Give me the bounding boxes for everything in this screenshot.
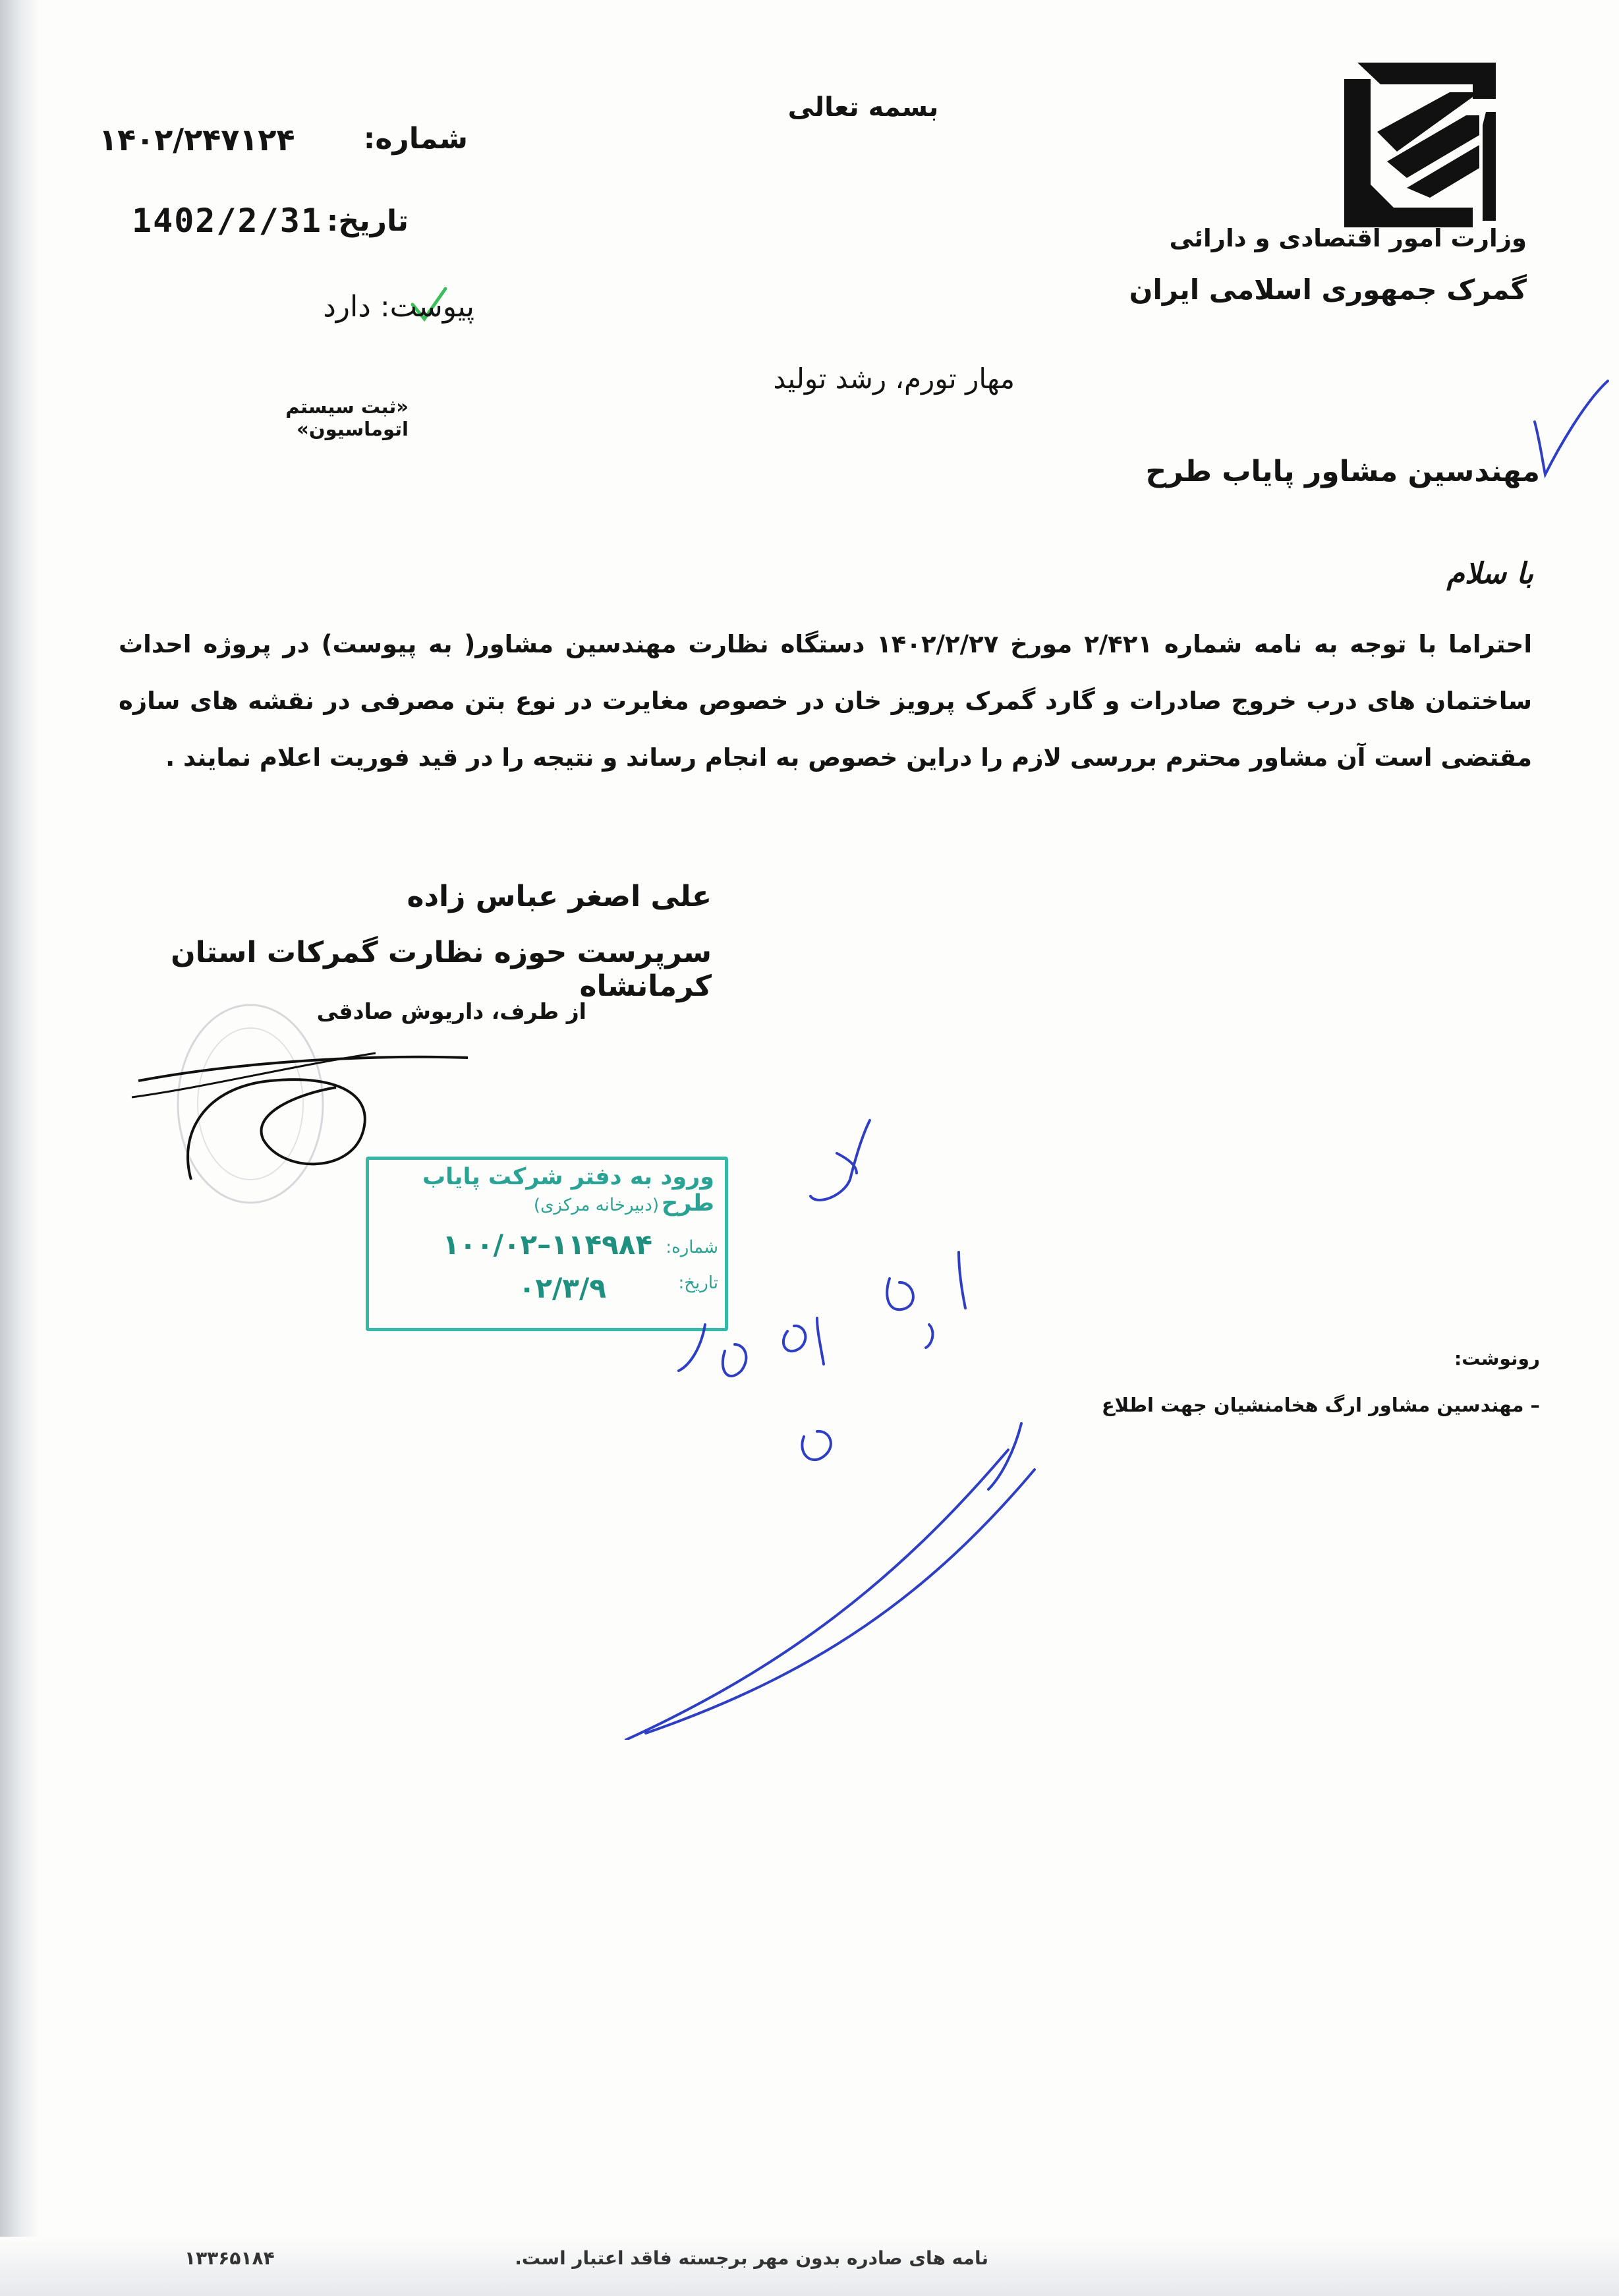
- salutation: با سلام: [1446, 557, 1533, 590]
- date-value: 1402/2/31: [132, 202, 322, 240]
- stamp-title: ورود به دفتر شرکت پایاب طرح: [422, 1164, 714, 1217]
- basmala: بسمه تعالی: [787, 92, 939, 123]
- scan-edge: [0, 0, 40, 2296]
- stamp-number-value: ۱۰۰/۰۲–۱۱۴۹۸۴: [442, 1228, 652, 1261]
- footer-phone: ۱۳۳۶۵۱۸۴: [185, 2247, 275, 2269]
- recipient: مهندسین مشاور پایاب طرح: [1145, 455, 1540, 488]
- signer-name: علی اصغر عباس زاده: [407, 880, 712, 913]
- year-slogan: مهار تورم، رشد تولید: [773, 362, 1015, 395]
- stamp-subtitle: (دبیرخانه مرکزی): [533, 1195, 659, 1215]
- number-label: شماره:: [363, 122, 468, 156]
- date-label: تاریخ:: [326, 204, 409, 238]
- number-value: ۱۴۰۲/۲۴۷۱۲۴: [99, 122, 295, 158]
- cc-label: رونوشت:: [1454, 1348, 1540, 1369]
- automation-registration-note: «ثبت سیستم اتوماسیون»: [285, 395, 409, 440]
- letter-date: [132, 204, 409, 257]
- stamp-date-label: تاریخ:: [678, 1273, 718, 1293]
- letter-body: احتراما با توجه به نامه شماره ۲/۴۲۱ مورخ ۱۴۰۲/۲/۲۷ دستگاه نظارت مهندسین مشاور( به پیوست) در پروژه احداث ساختمان های درب خروج صادرات و گارد گمرک پرویز خان در خصوص مغایرت در نوع بتن مصرفی در نقشه های سازه مقتضی است آن مشاور محترم بررسی لازم را دراین خصوص به انجام رساند و نتیجه را در قید فوریت اعلام نمایند .: [119, 630, 1533, 772]
- cc-item: – مهندسین مشاور ارگ هخامنشیان جهت اطلاع: [1101, 1394, 1540, 1416]
- ministry-name: وزارت امور اقتصادی و دارائی: [1169, 224, 1527, 252]
- organization-name: گمرک جمهوری اسلامی ایران: [1129, 273, 1527, 306]
- on-behalf-of: از طرف، داریوش صادقی: [316, 998, 586, 1024]
- signer-title: سرپرست حوزه نظارت گمرکات استان کرمانشاه: [171, 936, 712, 1003]
- stamp-number-label: شماره:: [666, 1238, 718, 1257]
- attachment-note: پیوست: دارد: [323, 290, 474, 324]
- stamp-date-value: ۰۲/۳/۹: [518, 1272, 606, 1304]
- footer-validity-note: نامه های صادره بدون مهر برجسته فاقد اعتبار است.: [515, 2247, 988, 2269]
- customs-logo: [1331, 53, 1502, 231]
